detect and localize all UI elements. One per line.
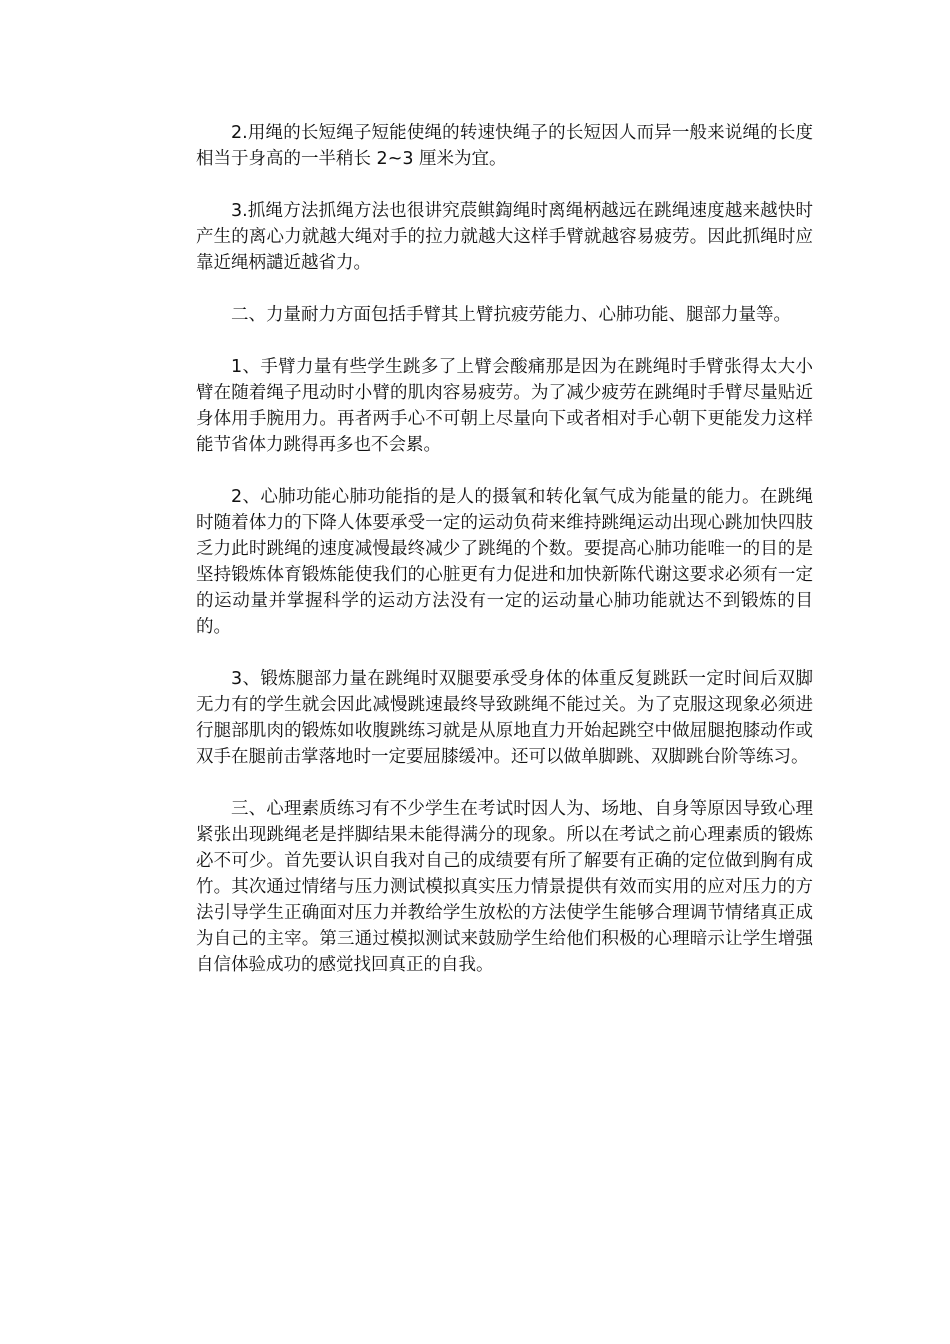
paragraph-psychology: 三、心理素质练习有不少学生在考试时因人为、场地、自身等原因导致心理紧张出现跳绳老是拌脚结果未能得满分的现象。所以在考试之前心理素质的锻炼必不可少。首先要认识自我对自己的成绩要有所了解要有正确的定位做到胸有成竹。其次通过情绪与压力测试模拟真实压力情景提供有效而实用的应对压力的方法引导学生正确面对压力并教给学生放松的方法使学生能够合理调节情绪真正成为自己的主宰。第三通过模拟测试来鼓励学生给他们积极的心理暗示让学生增强自信体验成功的感觉找回真正的自我。 <box>196 799 813 975</box>
paragraph-leg-strength: 3、锻炼腿部力量在跳绳时双腿要承受身体的体重反复跳跃一定时间后双脚无力有的学生就会因此减慢跳速最终导致跳绳不能过关。为了克服这现象必须进行腿部肌肉的锻炼如收腹跳练习就是从原地直力开始起跳空中做屈腿抱膝动作或双手在腿前击掌落地时一定要屈膝缓冲。还可以做单脚跳、双脚跳台阶等练习。 <box>196 669 813 767</box>
paragraph-cardiopulmonary: 2、心肺功能心肺功能指的是人的摄氧和转化氧气成为能量的能力。在跳绳时随着体力的下降人体要承受一定的运动负荷来维持跳绳运动出现心跳加快四肢乏力此时跳绳的速度减慢最终减少了跳绳的个数。要提高心肺功能唯一的目的是坚持锻炼体育锻炼能使我们的心脏更有力促进和加快新陈代谢这要求必须有一定的运动量并掌握科学的运动方法没有一定的运动量心肺功能就达不到锻炼的目的。 <box>196 487 813 637</box>
paragraph-arm-strength: 1、手臂力量有些学生跳多了上臂会酸痛那是因为在跳绳时手臂张得太大小臂在随着绳子甩动时小臂的肌肉容易疲劳。为了减少疲劳在跳绳时手臂尽量贴近身体用手腕用力。再者两手心不可朝上尽量向下或者相对手心朝下更能发力这样能节省体力跳得再多也不会累。 <box>196 357 813 455</box>
paragraph-rope-length: 2.用绳的长短绳子短能使绳的转速快绳子的长短因人而异一般来说绳的长度相当于身高的一半稍长 2~3 厘米为宜。 <box>196 123 813 169</box>
paragraph-grip-method: 3.抓绳方法抓绳方法也很讲究莀鲯鍧绳时离绳柄越远在跳绳速度越来越快时产生的离心力就越大绳对手的拉力就越大这样手臂就越容易疲劳。因此抓绳时应靠近绳柄譴近越省力。 <box>196 201 813 273</box>
document-body <box>196 120 813 1004</box>
paragraph-strength-endurance: 二、力量耐力方面包括手臂其上臂抗疲劳能力、心肺功能、腿部力量等。 <box>231 305 791 325</box>
